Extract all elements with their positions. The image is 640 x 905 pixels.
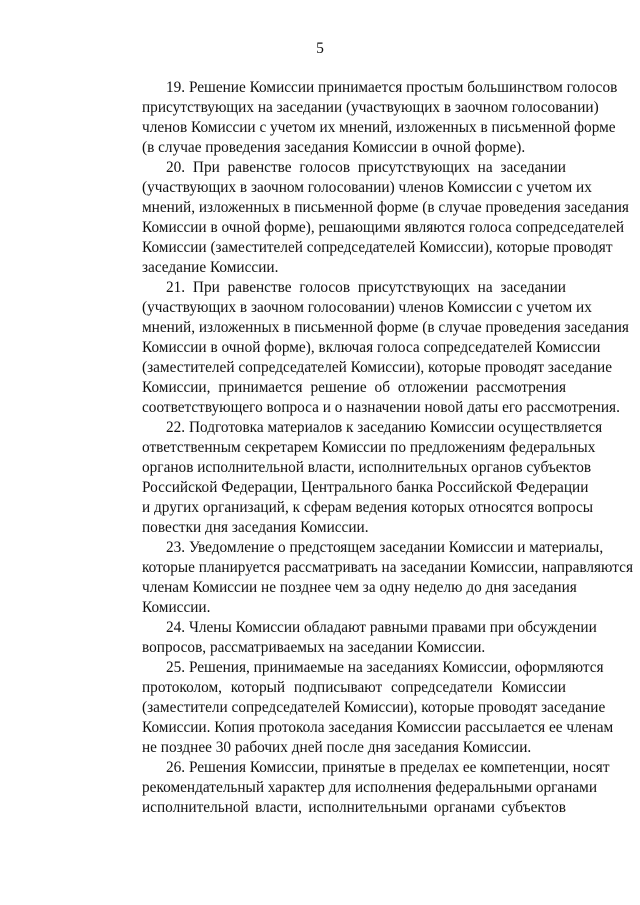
text-line: мнений, изложенных в письменной форме (в случае проведения заседания	[142, 319, 629, 336]
paragraph-20	[118, 158, 629, 278]
text-line: Комиссии.	[142, 599, 211, 616]
text-line: 19. Решение Комиссии принимается простым большинством голосов	[166, 79, 618, 96]
text-line: членов Комиссии с учетом их мнений, изложенных в письменной форме	[142, 119, 616, 136]
text-line: Российской Федерации, Центрального банка Российской Федерации	[142, 479, 589, 496]
text-line: (в случае проведения заседания Комиссии в очной форме).	[142, 139, 526, 156]
text-line: 21. При равенстве голосов присутствующих на заседании	[166, 279, 566, 296]
text-line: 24. Члены Комиссии обладают равными правами при обсуждении	[166, 619, 597, 636]
text-line: 22. Подготовка материалов к заседанию Комиссии осуществляется	[166, 419, 603, 436]
text-line: мнений, изложенных в письменной форме (в случае проведения заседания	[142, 199, 629, 216]
text-line: (участвующих в заочном голосовании) членов Комиссии с учетом их	[142, 179, 592, 196]
text-line: протоколом, который подписывают сопредседатели Комиссии	[142, 679, 566, 696]
paragraph-21	[118, 278, 629, 418]
text-line: 20. При равенстве голосов присутствующих на заседании	[166, 159, 566, 176]
text-line: (участвующих в заочном голосовании) членов Комиссии с учетом их	[142, 299, 592, 316]
text-line: присутствующих на заседании (участвующих в заочном голосовании)	[142, 99, 599, 116]
text-line: Комиссии в очной форме), решающими являются голоса сопредседателей	[142, 219, 625, 236]
text-line: соответствующего вопроса и о назначении новой даты его рассмотрения.	[142, 399, 620, 416]
text-line: вопросов, рассматриваемых на заседании Комиссии.	[142, 639, 486, 656]
text-line: 26. Решения Комиссии, принятые в пределах ее компетенции, носят	[166, 759, 610, 776]
text-line: (заместители сопредседателей Комиссии), которые проводят заседание	[142, 699, 606, 716]
page-number: 5	[316, 40, 324, 57]
text-line: не позднее 30 рабочих дней после дня заседания Комиссии.	[142, 739, 532, 756]
document-body	[118, 78, 633, 818]
text-line: 23. Уведомление о предстоящем заседании Комиссии и материалы,	[166, 539, 604, 556]
text-line: Комиссии (заместителей сопредседателей Комиссии), которые проводят	[142, 239, 613, 256]
paragraph-23	[118, 538, 633, 618]
text-line: исполнительной власти, исполнительными органами субъектов	[142, 799, 566, 816]
paragraph-19	[118, 78, 618, 158]
paragraph-26	[118, 758, 610, 818]
text-line: членам Комиссии не позднее чем за одну неделю до дня заседания	[142, 579, 577, 596]
text-line: заседание Комиссии.	[142, 259, 279, 276]
paragraph-22	[118, 418, 603, 538]
text-line: Комиссии в очной форме), включая голоса сопредседателей Комиссии	[142, 339, 601, 356]
text-line: (заместителей сопредседателей Комиссии), которые проводят заседание	[142, 359, 613, 376]
paragraph-25	[118, 658, 614, 758]
text-line: Комиссии, принимается решение об отложении рассмотрения	[142, 379, 566, 396]
text-line: органов исполнительной власти, исполнительных органов субъектов	[142, 459, 592, 476]
text-line: и других организаций, к сферам ведения которых относятся вопросы	[142, 499, 594, 516]
text-line: повестки дня заседания Комиссии.	[142, 519, 369, 536]
paragraph-24	[118, 618, 597, 658]
text-line: ответственным секретарем Комиссии по предложениям федеральных	[142, 439, 596, 456]
text-line: рекомендательный характер для исполнения федеральными органами	[142, 779, 598, 796]
text-line: которые планируется рассматривать на заседании Комиссии, направляются	[142, 559, 633, 576]
text-line: 25. Решения, принимаемые на заседаниях Комиссии, оформляются	[166, 659, 604, 676]
text-line: Комиссии. Копия протокола заседания Комиссии рассылается ее членам	[142, 719, 614, 736]
